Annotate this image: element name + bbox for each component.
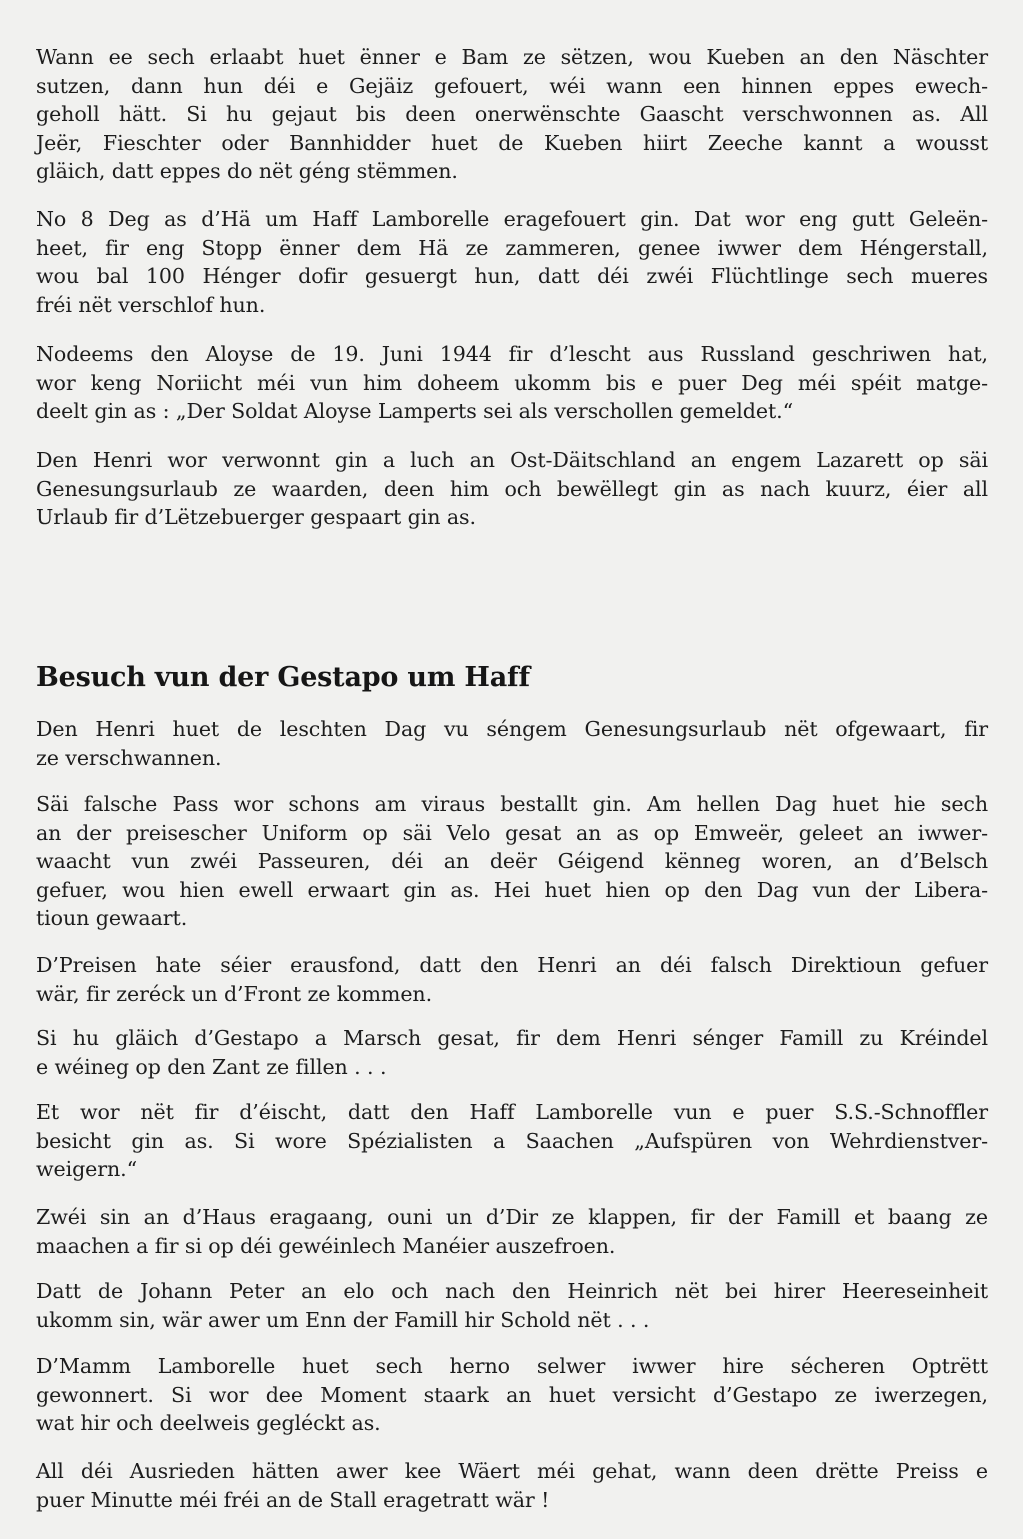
text-line: gläich, datt eppes do nët géng stëmmen. (36, 159, 458, 183)
text-line: waacht vun zwéi Passeuren, déi an deër Géigend kënneg woren, an d’Belsch (36, 849, 988, 873)
paragraph (36, 790, 988, 933)
text-line: Zwéi sin an d’Haus eragaang, ouni un d’Dir ze klappen, fir der Famill et baang ze (36, 1205, 988, 1229)
text-line: Urlaub fir d’Lëtzebuerger gespaart gin as. (36, 505, 476, 529)
paragraph (36, 1352, 988, 1438)
text-line: Nodeems den Aloyse de 19. Juni 1944 fir d’lescht aus Russland geschriwen hat, (36, 342, 988, 366)
paragraph (36, 205, 988, 319)
text-line: sutzen, dann hun déi e Gejäiz gefouert, wéi wann een hinnen eppes ewech- (36, 73, 988, 98)
text-line: Et wor nët fir d’éischt, datt den Haff Lamborelle vun e puer S.S.-Schnoffler (36, 1100, 988, 1124)
text-line: wär, fir zeréck un d’Front ze kommen. (36, 981, 433, 1006)
text-line: fréi nët verschlof hun. (36, 292, 266, 317)
section-heading: Besuch vun der Gestapo um Haff (36, 662, 530, 693)
text-line: e wéineg op den Zant ze fillen . . . (36, 1054, 387, 1079)
text-line: Si hu gläich d’Gestapo a Marsch gesat, fir dem Henri sénger Famill zu Kréindel (36, 1026, 988, 1050)
text-line: wat hir och deelweis gegléckt as. (36, 1411, 381, 1435)
text-line: besicht gin as. Si wore Spézialisten a Saachen „Aufspüren von Wehrdienstver- (36, 1128, 988, 1153)
text-line: Den Henri wor verwonnt gin a luch an Ost-Däitschland an engem Lazarett op säi (36, 448, 988, 472)
text-line: Säi falsche Pass wor schons am viraus bestallt gin. Am hellen Dag huet hie sech (36, 792, 988, 816)
text-line: an der preisescher Uniform op säi Velo gesat an as op Emweër, geleet an iwwer- (36, 820, 988, 845)
text-line: ze verschwannen. (36, 745, 222, 770)
paragraph (36, 1098, 988, 1184)
text-line: Wann ee sech erlaabt huet ënner e Bam ze sëtzen, wou Kueben an den Näschter (36, 45, 988, 69)
paragraph (36, 340, 988, 426)
paragraph (36, 951, 988, 1008)
paragraph (36, 446, 988, 532)
text-line: Jeër, Fieschter oder Bannhidder huet de Kueben hiirt Zeeche kannt a wousst (36, 130, 988, 155)
text-line: Genesungsurlaub ze waarden, deen him och bewëllegt gin as nach kuurz, éier all (36, 476, 988, 501)
text-line: Datt de Johann Peter an elo och nach den Heinrich nët bei hirer Heereseinheit (36, 1279, 988, 1303)
text-line: gewonnert. Si wor dee Moment staark an huet versicht d’Gestapo ze iwerzegen, (36, 1382, 988, 1407)
text-line: No 8 Deg as d’Hä um Haff Lamborelle eragefouert gin. Dat wor eng gutt Geleën- (36, 207, 988, 231)
text-line: ukomm sin, wär awer um Enn der Famill hir Schold nët . . . (36, 1307, 650, 1332)
text-line: D’Preisen hate séier erausfond, datt den Henri an déi falsch Direktioun gefuer (36, 953, 988, 977)
text-line: puer Minutte méi fréi an de Stall eragetratt wär ! (36, 1487, 550, 1512)
text-line: Den Henri huet de leschten Dag vu séngem Genesungsurlaub nët ofgewaart, fir (36, 717, 988, 741)
text-line: D’Mamm Lamborelle huet sech herno selwer iwwer hire sécheren Optrëtt (36, 1354, 988, 1378)
text-line: wor keng Noriicht méi vun him doheem ukomm bis e puer Deg méi spéit matge- (36, 370, 988, 395)
paragraph (36, 1277, 988, 1334)
text-line: wou bal 100 Hénger dofir gesuergt hun, datt déi zwéi Flüchtlinge sech mueres (36, 264, 988, 288)
paragraph (36, 43, 988, 186)
paragraph (36, 1457, 988, 1514)
text-line: heet, fir eng Stopp ënner dem Hä ze zammeren, genee iwwer dem Héngerstall, (36, 235, 988, 260)
paragraph (36, 1203, 988, 1260)
text-line: tioun gewaart. (36, 906, 188, 930)
paragraph (36, 715, 988, 772)
paragraph (36, 1024, 988, 1081)
text-line: gefuer, wou hien ewell erwaart gin as. Hei huet hien op den Dag vun der Libera- (36, 877, 988, 902)
text-line: weigern.“ (36, 1157, 138, 1181)
text-line: All déi Ausrieden hätten awer kee Wäert méi gehat, wann deen drëtte Preiss e (36, 1459, 988, 1483)
text-line: deelt gin as : „Der Soldat Aloyse Lamperts sei als verschollen gemeldet.“ (36, 399, 793, 423)
text-line: geholl hätt. Si hu gejaut bis deen onerwënschte Gaascht verschwonnen as. All (36, 102, 988, 126)
text-line: maachen a fir si op déi gewéinlech Manéier auszefroen. (36, 1233, 616, 1258)
